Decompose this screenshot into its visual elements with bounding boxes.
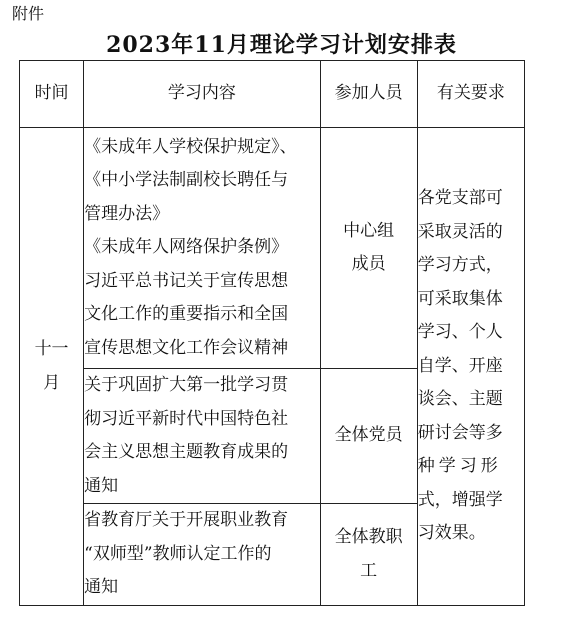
requirements-line: 谈会、主题 — [417, 389, 503, 410]
participants-line-1: 中心组 — [343, 220, 395, 241]
header-time: 时间 — [20, 61, 84, 128]
content-cell — [84, 128, 320, 369]
requirements-line: 学习、个人 — [417, 322, 503, 343]
study-plan-table — [19, 60, 525, 606]
requirements-cell — [417, 128, 524, 606]
content-line: 通知 — [84, 577, 119, 598]
requirements-line: 学习方式， — [417, 255, 503, 276]
requirements-line: 各党支部可 — [417, 188, 503, 209]
content-line: 彻习近平新时代中国特色社 — [84, 408, 289, 429]
page-title: 2023年11月理论学习计划安排表 — [106, 32, 457, 58]
content-line: 关于巩固扩大第一批学习贯 — [84, 375, 289, 395]
participants-cell — [320, 369, 417, 504]
participants-cell — [320, 504, 417, 606]
participants-line-2: 成员 — [351, 254, 386, 274]
content-cell — [84, 369, 320, 504]
header-requirements: 有关要求 — [417, 61, 524, 128]
content-line: 会主义思想主题教育成果的 — [84, 442, 289, 462]
content-line: 管理办法》 — [84, 203, 170, 224]
requirements-line: 采取灵活的 — [417, 221, 503, 242]
participants-line-1: 全体教职 — [334, 527, 403, 547]
content-line: 《未成年人网络保护条例》 — [84, 237, 289, 258]
content-line: “双师型”教师认定工作的 — [84, 543, 272, 564]
content-line: 通知 — [84, 475, 119, 496]
time-line-1: 十一 — [34, 339, 69, 359]
content-line: 文化工作的重要指示和全国 — [84, 304, 289, 325]
requirements-line: 研讨会等多 — [417, 422, 503, 443]
participants-line-2: 工 — [360, 560, 378, 581]
requirements-line: 种学习形 — [417, 456, 502, 477]
header-participants: 参加人员 — [320, 61, 417, 128]
table-row — [20, 128, 525, 369]
table-header-row — [20, 61, 525, 128]
content-line: 习近平总书记关于宣传思想 — [84, 270, 289, 291]
participants-cell — [320, 128, 417, 369]
requirements-line: 习效果。 — [417, 523, 486, 544]
requirements-line: 自学、开座 — [417, 355, 503, 376]
attachment-label: 附件 — [12, 4, 45, 23]
participants-line-1: 全体党员 — [334, 425, 403, 446]
time-cell — [20, 128, 84, 606]
time-line-2: 月 — [43, 372, 61, 393]
content-line: 宣传思想文化工作会议精神 — [84, 337, 289, 358]
content-cell — [84, 504, 320, 606]
header-content: 学习内容 — [84, 61, 320, 128]
content-line: 省教育厅关于开展职业教育 — [84, 510, 289, 531]
requirements-line: 可采取集体 — [417, 288, 503, 309]
content-line: 《中小学法制副校长聘任与 — [84, 170, 289, 191]
content-line: 《未成年人学校保护规定》、 — [84, 136, 297, 157]
requirements-line: 式，增强学 — [417, 489, 503, 510]
